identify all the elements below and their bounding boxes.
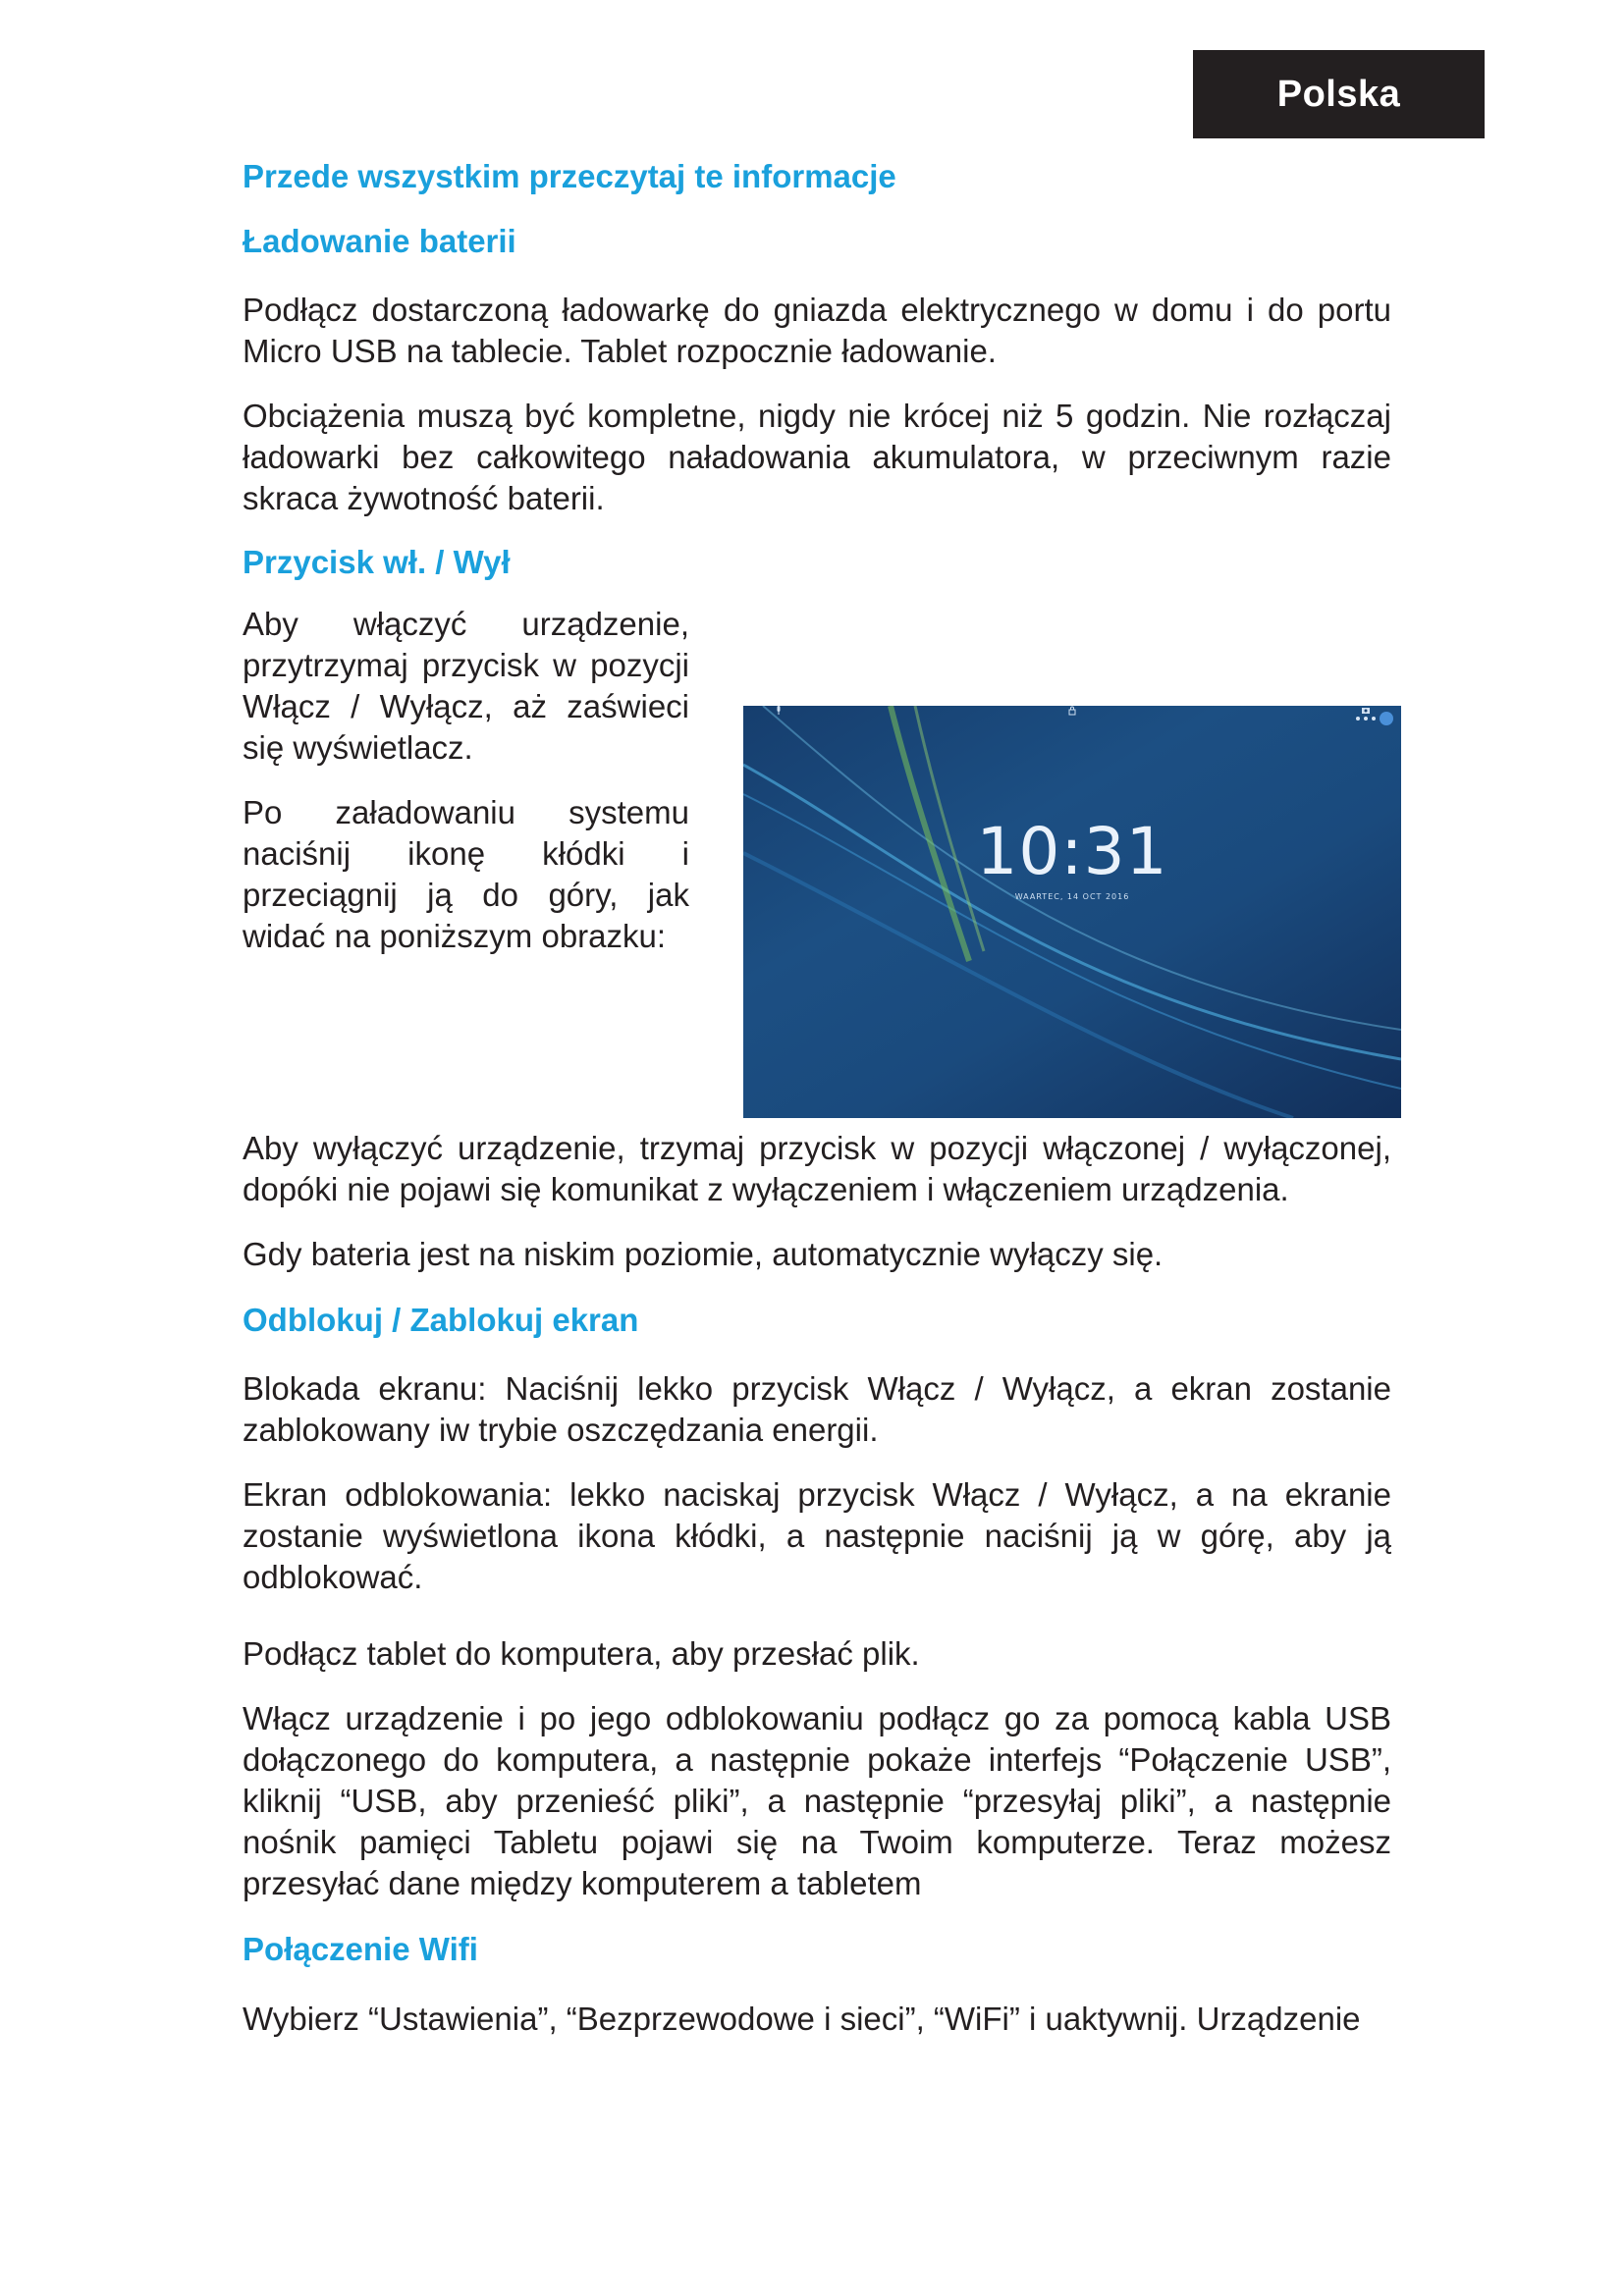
power-paragraph-1: Aby włączyć urządzenie, przytrzymaj przycisk w pozycji Włącz / Wyłącz, aż zaświeci się wyświetlacz. — [243, 605, 689, 766]
power-paragraph-2: Po załadowaniu systemu naciśnij ikonę kłódki i przeciągnij ją do góry, jak widać na poniższym obrazku: — [243, 793, 689, 954]
power-paragraph-3: Aby wyłączyć urządzenie, trzymaj przycisk w pozycji włączonej / wyłączonej, dopóki nie pojawi się komunikat z wyłączeniem i włączeniem urządzenia. — [243, 1129, 1391, 1207]
lockscreen-wallpaper — [743, 706, 1401, 1118]
battery-icon — [1372, 717, 1376, 721]
wifi-paragraph-1: Wybierz “Ustawienia”, “Bezprzewodowe i sieci”, “WiFi” i uaktywnij. Urządzenie — [243, 2000, 1361, 2037]
wifi-heading: Połączenie Wifi — [243, 1931, 478, 1968]
charging-heading: Ładowanie baterii — [243, 222, 516, 259]
lock-paragraph-3: Podłącz tablet do komputera, aby przesłać plik. — [243, 1635, 920, 1673]
power-section — [243, 604, 1391, 957]
signal-icon — [1356, 717, 1360, 721]
lock-icon — [1068, 706, 1076, 716]
user-avatar-icon — [1380, 712, 1393, 725]
wifi-icon — [1364, 717, 1368, 721]
power-heading: Przycisk wł. / Wył — [243, 544, 511, 581]
lockscreen-clock: 10:31 — [976, 813, 1168, 889]
tablet-lockscreen-image — [743, 706, 1401, 1118]
power-paragraph-4: Gdy bateria jest na niskim poziomie, automatycznie wyłączy się. — [243, 1235, 1164, 1272]
lock-paragraph-2: Ekran odblokowania: lekko naciskaj przycisk Włącz / Wyłącz, a na ekranie zostanie wyświetlona ikona kłódki, a następnie naciśnij ją w górę, aby ją odblokować. — [243, 1476, 1391, 1596]
lock-paragraph-1: Blokada ekranu: Naciśnij lekko przycisk Włącz / Wyłącz, a ekran zostanie zablokowany iw trybie oszczędzania energii. — [243, 1370, 1391, 1449]
charging-paragraph-2: Obciążenia muszą być kompletne, nigdy nie krócej niż 5 godzin. Nie rozłączaj ładowarki bez całkowitego naładowania akumulatora, w przeciwnym razie skraca żywotność baterii. — [243, 398, 1391, 517]
lock-heading: Odblokuj / Zablokuj ekran — [243, 1301, 639, 1338]
charging-paragraph-1: Podłącz dostarczoną ładowarkę do gniazda elektrycznego w domu i do portu Micro USB na tablecie. Tablet rozpocznie ładowanie. — [243, 292, 1391, 370]
language-tab: Polska — [1193, 50, 1485, 138]
power-text-column — [243, 604, 689, 957]
lock-paragraph-4: Włącz urządzenie i po jego odblokowaniu podłącz go za pomocą kabla USB dołączonego do komputera, a następnie pokaże interfejs “Połączenie USB”, kliknij “USB, aby przenieść pliki”, a następnie “przesyłaj pliki”, a następnie nośnik pamięci Tabletu pojawi się na Twoim komputerze. Teraz możesz przesyłać dane między komputerem a tabletem — [243, 1700, 1391, 1902]
lockscreen-date: WAARTEC, 14 OCT 2016 — [1014, 891, 1130, 901]
manual-content — [243, 157, 1391, 2063]
camera-icon — [1362, 706, 1370, 716]
intro-title: Przede wszystkim przeczytaj te informacje — [243, 158, 896, 194]
microphone-icon — [775, 706, 783, 716]
